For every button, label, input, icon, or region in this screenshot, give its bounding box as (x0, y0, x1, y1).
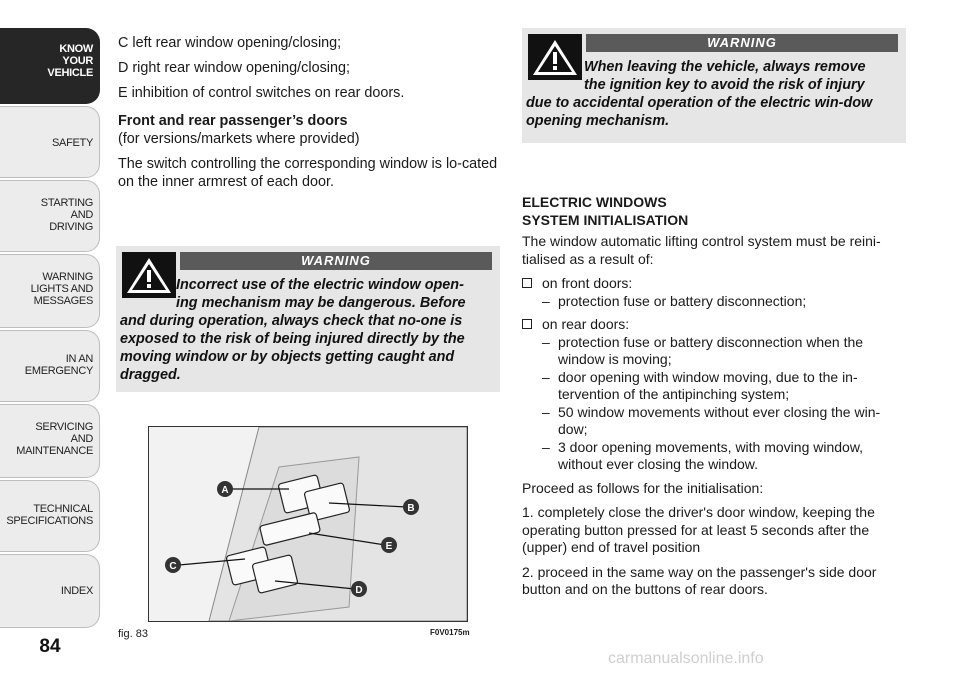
list-label: on front doors: (542, 275, 633, 291)
warning-triangle-icon (528, 34, 582, 80)
tab-label: TECHNICAL SPECIFICATIONS (6, 503, 93, 527)
warning-line: ing mechanism may be dangerous. Before (176, 295, 466, 311)
tab-technical-specifications[interactable] (0, 480, 100, 552)
doors-text: The switch controlling the corresponding window is lo-cated on the inner armrest of each door. (118, 156, 498, 190)
sub-item: – 3 door opening movements, with moving window, without ever closing the window. (542, 439, 908, 474)
doors-heading: Front and rear passenger’s doors (118, 113, 348, 129)
switch-panel-illustration (149, 427, 467, 621)
section-heading-1: ELECTRIC WINDOWS (522, 194, 667, 210)
intro-text: The window automatic lifting control system must be reini-tialised as a result of: (522, 233, 881, 267)
callout-label: A (221, 485, 229, 496)
list-item (522, 316, 908, 474)
sub-item: – door opening with window moving, due to the in-tervention of the antipinching system; (542, 369, 908, 404)
front-doors-list (522, 275, 908, 310)
tab-label: STARTING AND DRIVING (40, 197, 93, 233)
warning-box-left (116, 246, 500, 392)
callout-label: B (407, 503, 415, 514)
figure-code: F0V0175m (430, 628, 470, 637)
warning-line: the ignition key to avoid the risk of injury (584, 77, 865, 93)
step-2: 2. proceed in the same way on the passenger's side door button and on the buttons of rear doors. (522, 563, 877, 597)
doors-sub: (for versions/markets where provided) (118, 131, 360, 147)
right-column (522, 194, 908, 606)
tab-label: INDEX (60, 585, 93, 597)
warning-line: Incorrect use of the electric window open- (176, 277, 464, 293)
line-e: E inhibition of control switches on rear doors. (118, 85, 405, 101)
warning-triangle-icon (122, 252, 176, 298)
proceed-text: Proceed as follows for the initialisation: (522, 479, 764, 496)
figure-label: fig. 83 (118, 628, 148, 640)
callout-label: E (385, 541, 393, 552)
tab-label: SAFETY (52, 137, 93, 149)
warning-lines-top (176, 276, 496, 312)
tab-label: KNOW YOUR VEHICLE (47, 43, 93, 79)
window-switch-figure (148, 426, 468, 622)
step-1: 1. completely close the driver's door window, keeping the operating button pressed for at least 5 seconds after the (upper) end of travel position (522, 504, 875, 555)
list-item (522, 275, 908, 310)
sub-item: – protection fuse or battery disconnection when the window is moving; (542, 334, 908, 369)
tab-label: SERVICING AND MAINTENANCE (16, 421, 93, 457)
warning-lines-top (584, 58, 902, 94)
warning-title: WARNING (586, 34, 898, 52)
tab-know-your-vehicle[interactable] (0, 28, 100, 104)
tab-label: IN AN EMERGENCY (24, 353, 93, 377)
checkbox-bullet-icon (522, 319, 532, 329)
watermark: carmanualsonline.info (608, 650, 764, 667)
left-column (118, 34, 500, 198)
tab-in-an-emergency[interactable] (0, 330, 100, 402)
list-label: on rear doors: (542, 316, 630, 332)
warning-box-right (522, 28, 906, 143)
callout-label: C (169, 561, 177, 572)
line-c: C left rear window opening/closing; (118, 35, 342, 51)
checkbox-bullet-icon (522, 278, 532, 288)
tab-safety[interactable] (0, 106, 100, 178)
rear-doors-list (522, 316, 908, 474)
warning-line: When leaving the vehicle, always remove (584, 59, 866, 75)
tab-servicing[interactable] (0, 404, 100, 478)
sub-item: – 50 window movements without ever closing the win-dow; (542, 404, 908, 439)
warning-text: and during operation, always check that no-one is exposed to the risk of being injured directly by the moving window or by objects getting caught and dragged. (120, 313, 465, 383)
tab-warning-lights[interactable] (0, 254, 100, 328)
tab-index[interactable] (0, 554, 100, 628)
warning-title: WARNING (180, 252, 492, 270)
tab-starting-and-driving[interactable] (0, 180, 100, 252)
line-d: D right rear window opening/closing; (118, 60, 350, 76)
sub-item: – protection fuse or battery disconnection; (542, 293, 908, 311)
page-number: 84 (39, 636, 61, 657)
section-heading-2: SYSTEM INITIALISATION (522, 211, 689, 228)
tab-label: WARNING LIGHTS AND MESSAGES (30, 271, 93, 307)
warning-text: due to accidental operation of the electric win-dow opening mechanism. (526, 95, 873, 129)
callout-label: D (355, 585, 363, 596)
